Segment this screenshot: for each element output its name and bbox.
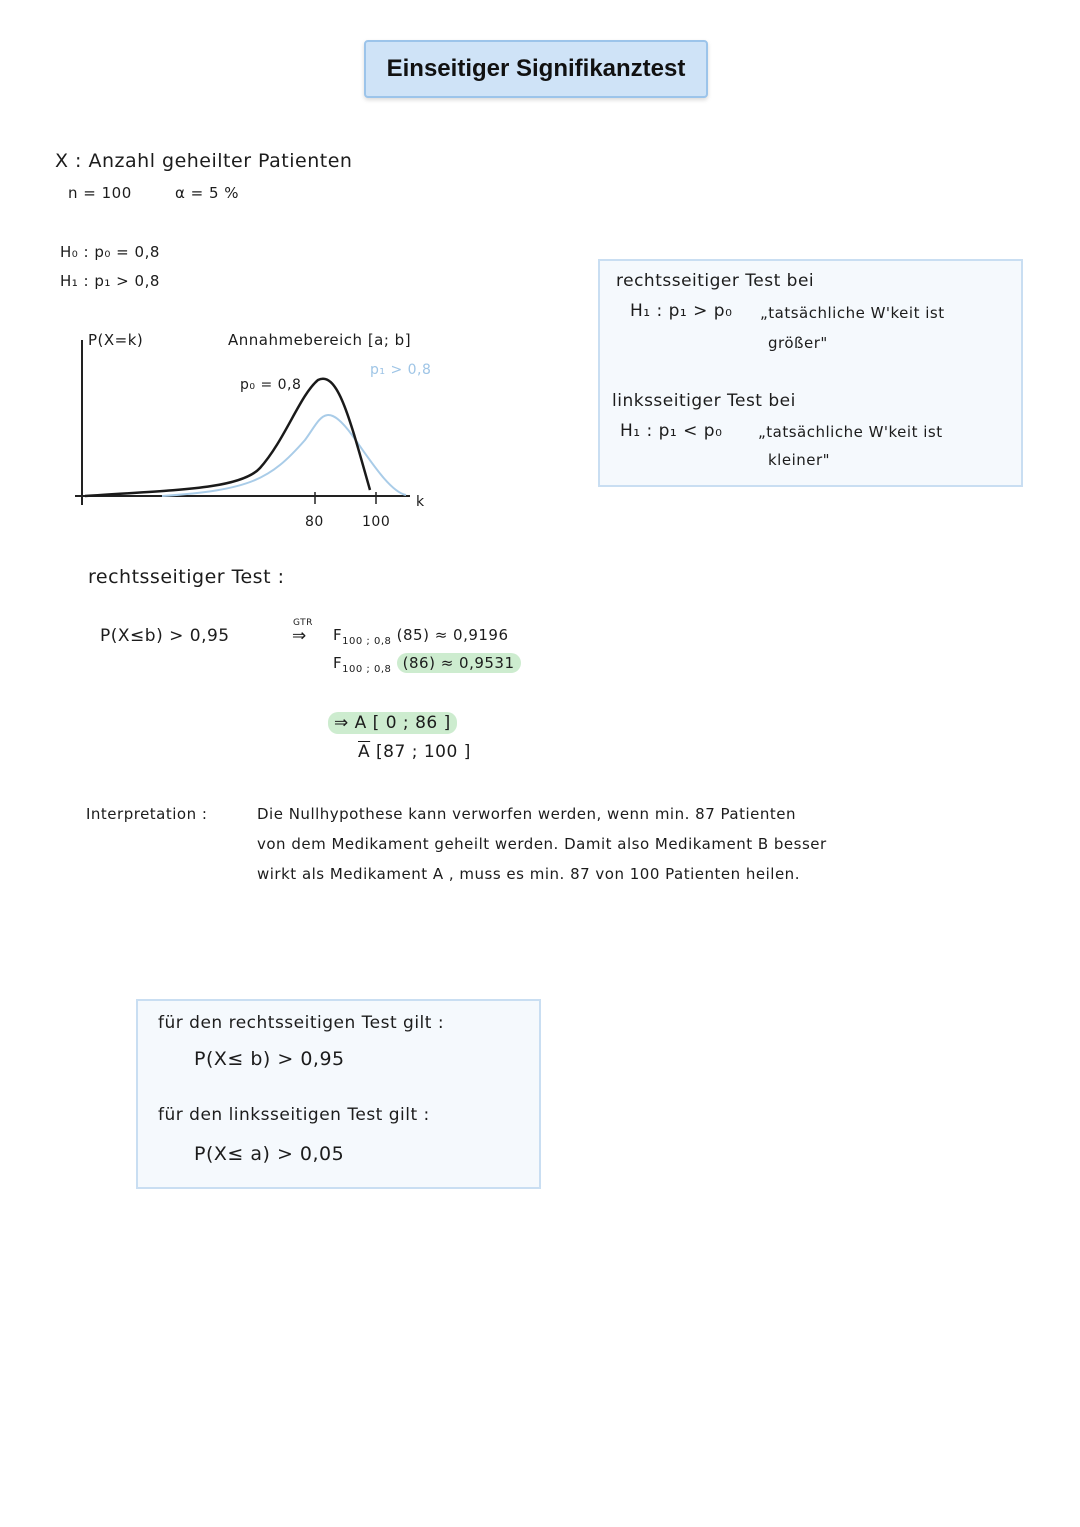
test-condition: P(X≤b) > 0,95	[100, 626, 230, 646]
left-test-desc: „tatsächliche W'keit ist	[758, 423, 943, 441]
gtr-label: GTR	[293, 618, 313, 628]
p0-label: p₀ = 0,8	[240, 377, 302, 393]
cdf-85-params: 100 ; 0,8	[342, 636, 392, 647]
p1-label: p₁ > 0,8	[370, 362, 432, 378]
cdf-85-name: F	[333, 626, 343, 644]
right-test-desc: „tatsächliche W'keit ist	[760, 304, 945, 322]
left-test-title: linksseitiger Test bei	[612, 391, 796, 411]
cdf-value-86	[333, 654, 521, 675]
cdf-86-value: (86) ≈ 0,9531	[397, 653, 521, 673]
rejection-symbol: $\overline{A}$	[358, 742, 371, 762]
right-test-desc-2: größer"	[768, 334, 828, 352]
right-test-title: rechtsseitiger Test bei	[616, 271, 815, 291]
graph-xlabel: k	[416, 494, 425, 510]
random-variable-definition: X : Anzahl geheilter Patienten	[55, 150, 353, 172]
graph-ylabel: P(X=k)	[88, 331, 144, 349]
right-rule-formula: P(X≤ b) > 0,95	[194, 1048, 345, 1070]
alternative-hypothesis: H₁ : p₁ > 0,8	[60, 272, 160, 290]
left-rule: für den linksseitigen Test gilt :	[158, 1105, 430, 1125]
interpretation-line-2: von dem Medikament geheilt werden. Damit also Medikament B besser	[257, 835, 827, 853]
null-hypothesis: H₀ : p₀ = 0,8	[60, 243, 160, 261]
test-direction-box	[598, 259, 1023, 487]
cdf-86-name: F	[333, 654, 343, 672]
interpretation-line-1: Die Nullhypothese kann verworfen werden, wenn min. 87 Patienten	[257, 805, 796, 823]
implies-arrow: ⇒	[292, 626, 307, 646]
tick-label-100: 100	[362, 514, 391, 530]
rejection-range	[358, 742, 471, 762]
cdf-value-85	[333, 626, 509, 647]
cdf-86-params: 100 ; 0,8	[342, 664, 392, 675]
acceptance-range: ⇒ A [ 0 ; 86 ]	[328, 712, 457, 734]
left-test-desc-2: kleiner"	[768, 451, 831, 469]
rejection-interval: [87 ; 100 ]	[370, 742, 471, 762]
left-rule-formula: P(X≤ a) > 0,05	[194, 1143, 345, 1165]
right-test-hypothesis: H₁ : p₁ > p₀	[630, 301, 733, 321]
cdf-85-value: (85) ≈ 0,9196	[396, 626, 509, 644]
acceptance-range-label: Annahmebereich [a; b]	[228, 331, 412, 349]
null-distribution-curve	[85, 379, 370, 496]
summary-box	[136, 999, 541, 1189]
page-title: Einseitiger Signifikanztest	[386, 55, 686, 82]
interpretation-label: Interpretation :	[86, 805, 208, 823]
left-test-hypothesis: H₁ : p₁ < p₀	[620, 421, 723, 441]
interpretation-line-3: wirkt als Medikament A , muss es min. 87 von 100 Patienten heilen.	[257, 865, 800, 883]
tick-label-80: 80	[305, 514, 324, 530]
right-rule: für den rechtsseitigen Test gilt :	[158, 1013, 445, 1033]
sample-size: n = 100	[68, 184, 132, 202]
distribution-graph	[70, 340, 450, 510]
significance-level: α = 5 %	[175, 184, 240, 202]
title-box	[364, 40, 708, 98]
test-heading: rechtsseitiger Test :	[88, 566, 285, 588]
